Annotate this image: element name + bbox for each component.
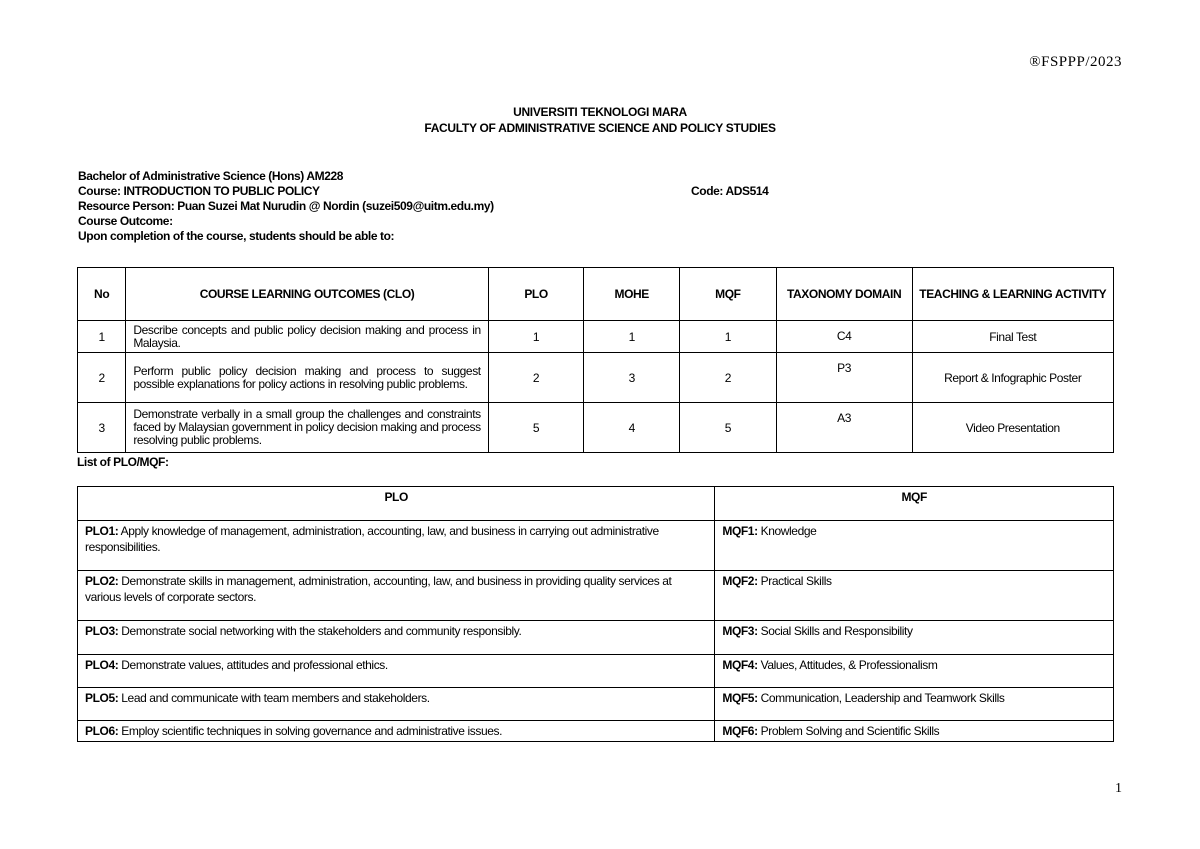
plo-cell <box>78 571 715 621</box>
faculty-name: FACULTY OF ADMINISTRATIVE SCIENCE AND POLICY STUDIES <box>424 121 776 135</box>
plo-code: PLO6: <box>85 724 119 738</box>
plo-list-heading: List of PLO/MQF: <box>77 455 169 469</box>
table-row <box>78 621 1114 655</box>
row-plo: 1 <box>488 321 584 353</box>
mqf-text: Social Skills and Responsibility <box>757 624 913 638</box>
row-no: 1 <box>78 321 126 353</box>
clo-header-row <box>78 268 1114 321</box>
row-activity: Report & Infographic Poster <box>912 353 1113 403</box>
header-no: No <box>78 268 126 321</box>
resource-person: Resource Person: Puan Suzei Mat Nurudin @ Nordin (suzei509@uitm.edu.my) <box>78 199 494 213</box>
table-row <box>78 521 1114 571</box>
header-clo: COURSE LEARNING OUTCOMES (CLO) <box>126 268 488 321</box>
row-plo: 5 <box>488 403 584 453</box>
table-row <box>78 353 1114 403</box>
row-mohe: 3 <box>584 353 680 403</box>
plo-code: PLO3: <box>85 624 119 638</box>
program-line: Bachelor of Administrative Science (Hons) AM228 <box>78 169 344 183</box>
header-plo-column: PLO <box>78 487 715 521</box>
row-activity: Video Presentation <box>912 403 1113 453</box>
outcome-intro: Upon completion of the course, students should be able to: <box>78 229 395 243</box>
mqf-cell <box>715 721 1114 742</box>
document-header <box>0 104 1200 136</box>
plo-header-row <box>78 487 1114 521</box>
mqf-code: MQF6: <box>722 724 758 738</box>
header-activity: TEACHING & LEARNING ACTIVITY <box>912 268 1113 321</box>
table-row <box>78 403 1114 453</box>
row-mohe: 4 <box>584 403 680 453</box>
header-taxonomy: TAXONOMY DOMAIN <box>776 268 912 321</box>
mqf-text: Communication, Leadership and Teamwork Skills <box>757 691 1005 705</box>
row-mohe: 1 <box>584 321 680 353</box>
mqf-code: MQF4: <box>722 658 758 672</box>
plo-code: PLO1: <box>85 524 119 538</box>
row-mqf: 1 <box>680 321 777 353</box>
plo-text: Apply knowledge of management, administration, accounting, law, and business in carrying out administrative responsibilities. <box>85 524 659 554</box>
mqf-text: Problem Solving and Scientific Skills <box>757 724 940 738</box>
header-mqf: MQF <box>680 268 777 321</box>
plo-cell <box>78 688 715 721</box>
header-mqf-column: MQF <box>715 487 1114 521</box>
course-info <box>78 169 878 244</box>
course-title: Course: INTRODUCTION TO PUBLIC POLICY <box>78 184 320 198</box>
plo-cell <box>78 655 715 688</box>
mqf-code: MQF5: <box>722 691 758 705</box>
plo-code: PLO5: <box>85 691 119 705</box>
plo-cell <box>78 721 715 742</box>
copyright-mark: ®FSPPP/2023 <box>1029 54 1122 70</box>
mqf-text: Values, Attitudes, & Professionalism <box>757 658 938 672</box>
plo-text: Demonstrate social networking with the stakeholders and community responsibly. <box>118 624 522 638</box>
plo-code: PLO4: <box>85 658 119 672</box>
row-activity: Final Test <box>912 321 1113 353</box>
table-row <box>78 655 1114 688</box>
row-clo: Perform public policy decision making and process to suggest possible explanations for policy actions in resolving public problems. <box>126 353 488 403</box>
plo-text: Demonstrate values, attitudes and professional ethics. <box>118 658 388 672</box>
plo-cell <box>78 621 715 655</box>
plo-text: Lead and communicate with team members and stakeholders. <box>118 691 430 705</box>
page-number: 1 <box>1115 781 1122 796</box>
row-plo: 2 <box>488 353 584 403</box>
mqf-cell <box>715 571 1114 621</box>
row-taxonomy: C4 <box>776 321 912 353</box>
plo-text: Demonstrate skills in management, administration, accounting, law, and business in providing quality services at various levels of corporate sectors. <box>85 574 672 604</box>
clo-table <box>77 267 1114 453</box>
header-plo: PLO <box>488 268 584 321</box>
plo-text: Employ scientific techniques in solving governance and administrative issues. <box>118 724 503 738</box>
row-taxonomy: A3 <box>776 403 912 453</box>
course-code: Code: ADS514 <box>691 184 769 198</box>
header-mohe: MOHE <box>584 268 680 321</box>
table-row <box>78 321 1114 353</box>
row-clo: Demonstrate verbally in a small group the challenges and constraints faced by Malaysian government in policy decision making and process resolving public problems. <box>126 403 488 453</box>
plo-code: PLO2: <box>85 574 119 588</box>
mqf-text: Knowledge <box>757 524 817 538</box>
course-line <box>78 184 878 199</box>
row-mqf: 2 <box>680 353 777 403</box>
table-row <box>78 571 1114 621</box>
mqf-cell <box>715 621 1114 655</box>
row-no: 2 <box>78 353 126 403</box>
plo-mqf-table <box>77 486 1114 742</box>
row-taxonomy: P3 <box>776 353 912 403</box>
university-name: UNIVERSITI TEKNOLOGI MARA <box>513 105 687 119</box>
row-no: 3 <box>78 403 126 453</box>
row-mqf: 5 <box>680 403 777 453</box>
mqf-cell <box>715 688 1114 721</box>
mqf-cell <box>715 655 1114 688</box>
mqf-code: MQF3: <box>722 624 758 638</box>
mqf-text: Practical Skills <box>757 574 832 588</box>
table-row <box>78 721 1114 742</box>
mqf-code: MQF2: <box>722 574 758 588</box>
mqf-code: MQF1: <box>722 524 758 538</box>
mqf-cell <box>715 521 1114 571</box>
table-row <box>78 688 1114 721</box>
plo-cell <box>78 521 715 571</box>
row-clo: Describe concepts and public policy decision making and process in Malaysia. <box>126 321 488 353</box>
course-outcome-label: Course Outcome: <box>78 214 173 228</box>
